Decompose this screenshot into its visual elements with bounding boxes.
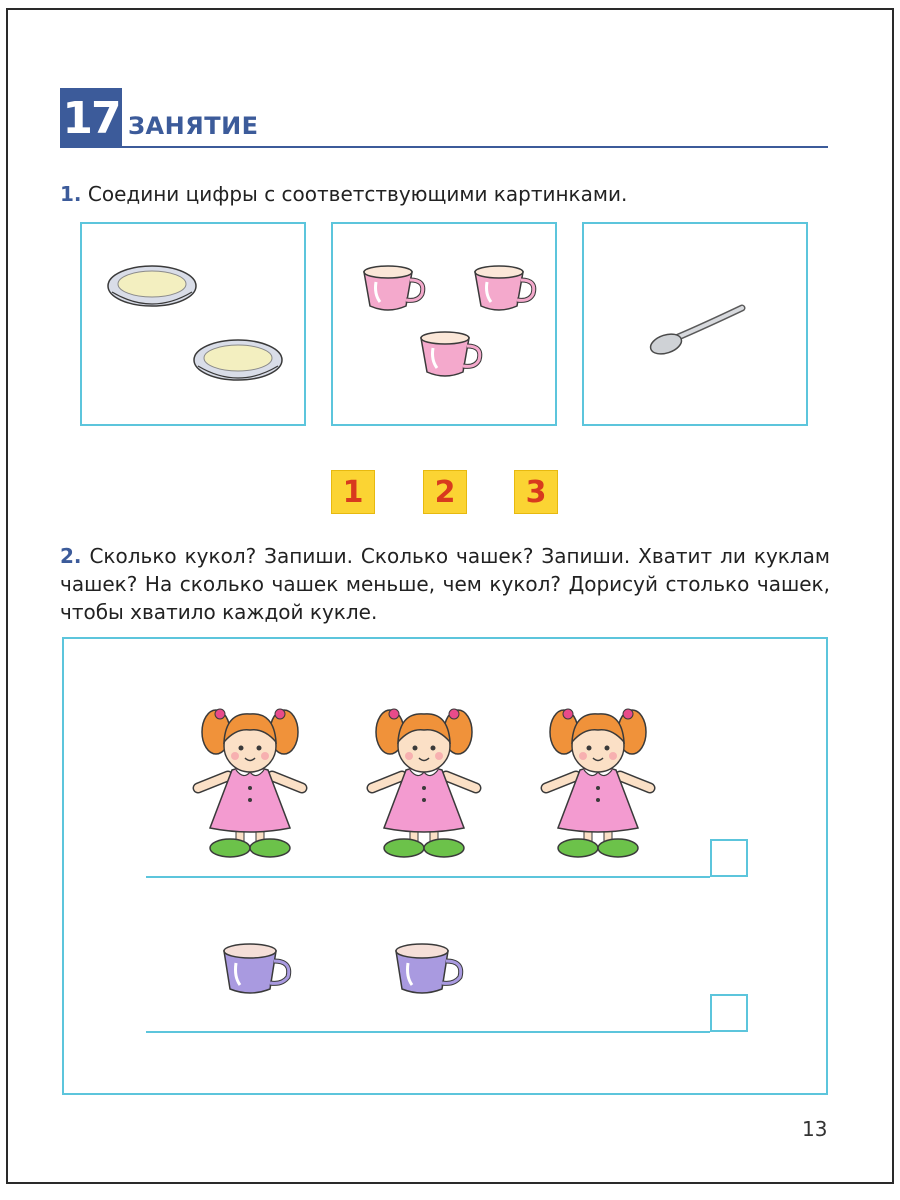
task-1-instruction	[60, 180, 627, 208]
doll-picture	[528, 700, 668, 860]
dolls-count-box[interactable]	[710, 839, 748, 877]
spoon-icon	[648, 308, 742, 358]
cups-count-box[interactable]	[710, 994, 748, 1032]
doll-icon	[546, 709, 650, 857]
plate-icon	[194, 340, 282, 380]
cup-icon	[421, 332, 480, 376]
picture-box-cups[interactable]	[331, 222, 557, 426]
picture-box-plates[interactable]	[80, 222, 306, 426]
lesson-number-badge: 17	[60, 88, 122, 148]
cup-picture	[382, 935, 472, 1005]
digit-card-1[interactable]: 1	[331, 470, 375, 514]
task-1-text: Соедини цифры с соответствующими картинками.	[87, 182, 628, 206]
cup-icon	[364, 266, 423, 310]
doll-icon	[372, 709, 476, 857]
cup-icon	[396, 944, 461, 993]
digit-card-2[interactable]: 2	[423, 470, 467, 514]
spoon-picture	[584, 224, 810, 428]
task-2-number: 2.	[60, 544, 82, 568]
doll-picture	[180, 700, 320, 860]
cup-icon	[224, 944, 289, 993]
cups-answer-line	[146, 1031, 710, 1033]
task-2-text: Сколько кукол? Запиши. Сколько чашек? Запиши. Хватит ли куклам чашек? На сколько чашек меньше, чем кукол? Дорисуй столько чашек, чтобы хватило каждой кукле.	[60, 544, 830, 624]
doll-picture	[354, 700, 494, 860]
doll-icon	[198, 709, 302, 857]
plates-picture	[82, 224, 308, 428]
picture-box-spoon[interactable]	[582, 222, 808, 426]
cup-icon	[475, 266, 534, 310]
dolls-answer-line	[146, 876, 710, 878]
header-rule	[122, 146, 828, 148]
plate-icon	[108, 266, 196, 306]
cups-picture	[333, 224, 559, 428]
digit-card-3[interactable]: 3	[514, 470, 558, 514]
task-1-number: 1.	[60, 182, 82, 206]
page-number: 13	[802, 1117, 828, 1141]
cup-picture	[210, 935, 300, 1005]
lesson-title: ЗАНЯТИЕ	[128, 112, 259, 140]
task-2-instruction	[60, 542, 830, 626]
